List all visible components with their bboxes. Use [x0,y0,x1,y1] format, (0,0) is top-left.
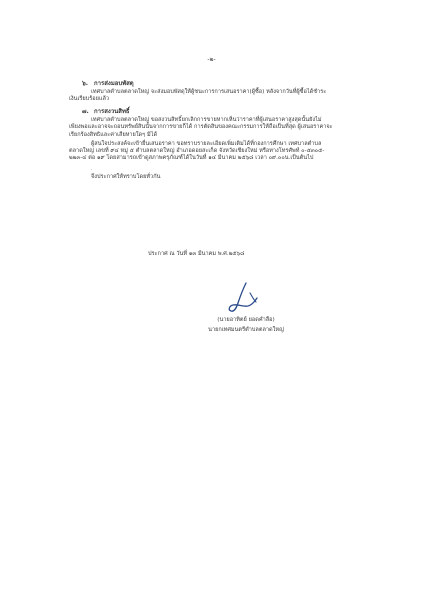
page-number: -๒- [207,56,216,63]
section-title: การส่งมอบพัสดุ [94,80,134,87]
section-number: ๖. [82,80,89,87]
paragraph-line: เทศบาลตำบลตลาดใหญ่ จะส่งมอบพัสดุให้ผู้ชนะการการเสนอราคา(ผู้ซื้อ) หลังจากวันที่ผู้ซื้อได้ชำระ [91,88,327,95]
signatory-name: (นายอาทิตย์ ยอดคำลือ) [217,317,275,323]
paragraph-line: ตลาดใหญ่ เลขที่ ๙๔ หมู่ ๕ ตำบลตลาดใหญ่ อำเภอดอยสะเก็ด จังหวัดเชียงใหม่ หรือทางโทรศัพท์ ๐-๕๓๐๕- [69,148,325,155]
paragraph-line: ๒๒๓-๔ ต่อ ๑๙ โดยสามารถเข้าดูสภาพครุภัณฑ์ได้ในวันที่ ๑๔ มีนาคม ๒๕๖๘ เวลา ๐๙.๐๐น.เป็นต้นไป [69,155,314,162]
section-heading [82,108,361,116]
section-heading [82,80,361,88]
signatory-title: นายกเทศมนตรีตำบลตลาดใหญ่ [208,327,284,333]
stray-dot: . [91,165,93,171]
paragraph-line: ผู้สนใจประสงค์จะเข้ายื่นเสนอราคา ขอทราบรายละเอียดเพิ่มเติมได้ที่กองการศึกษา เทศบาลตำบล [91,140,322,147]
section-reservation [69,108,361,162]
section-delivery [69,80,361,103]
signature-image [226,281,262,315]
paragraph-line: เงินเรียบร้อยแล้ว [69,96,110,103]
announcement-date: ประกาศ ณ วันที่ ๑๓ มีนาคม พ.ศ.๒๕๖๘ [148,251,245,257]
closing-statement: จึงประกาศให้ทราบโดยทั่วกัน [91,173,161,180]
document-body [69,80,361,181]
paragraph-line: เรียกร้องสิทธิและค่าเสียหายใดๆ มิได้ [69,131,158,138]
paragraph-line: เพียงพอและอาจจะถอนทรัพย์สินนั้นจากการขายก็ได้ การตัดสินของคณะกรรมการให้ถือเป็นที่สุด ผู้เสนอราคาจะ [69,124,333,131]
section-title: การสงวนสิทธิ์ [94,108,130,116]
section-number: ๗. [82,108,89,116]
paragraph-line: เทศบาลตำบลตลาดใหญ่ ขอสงวนสิทธิ์ยกเลิกการขายหากเห็นว่าราคาที่ผู้เสนอราคาสูงสุดนั้นยังไม่ [91,117,322,124]
